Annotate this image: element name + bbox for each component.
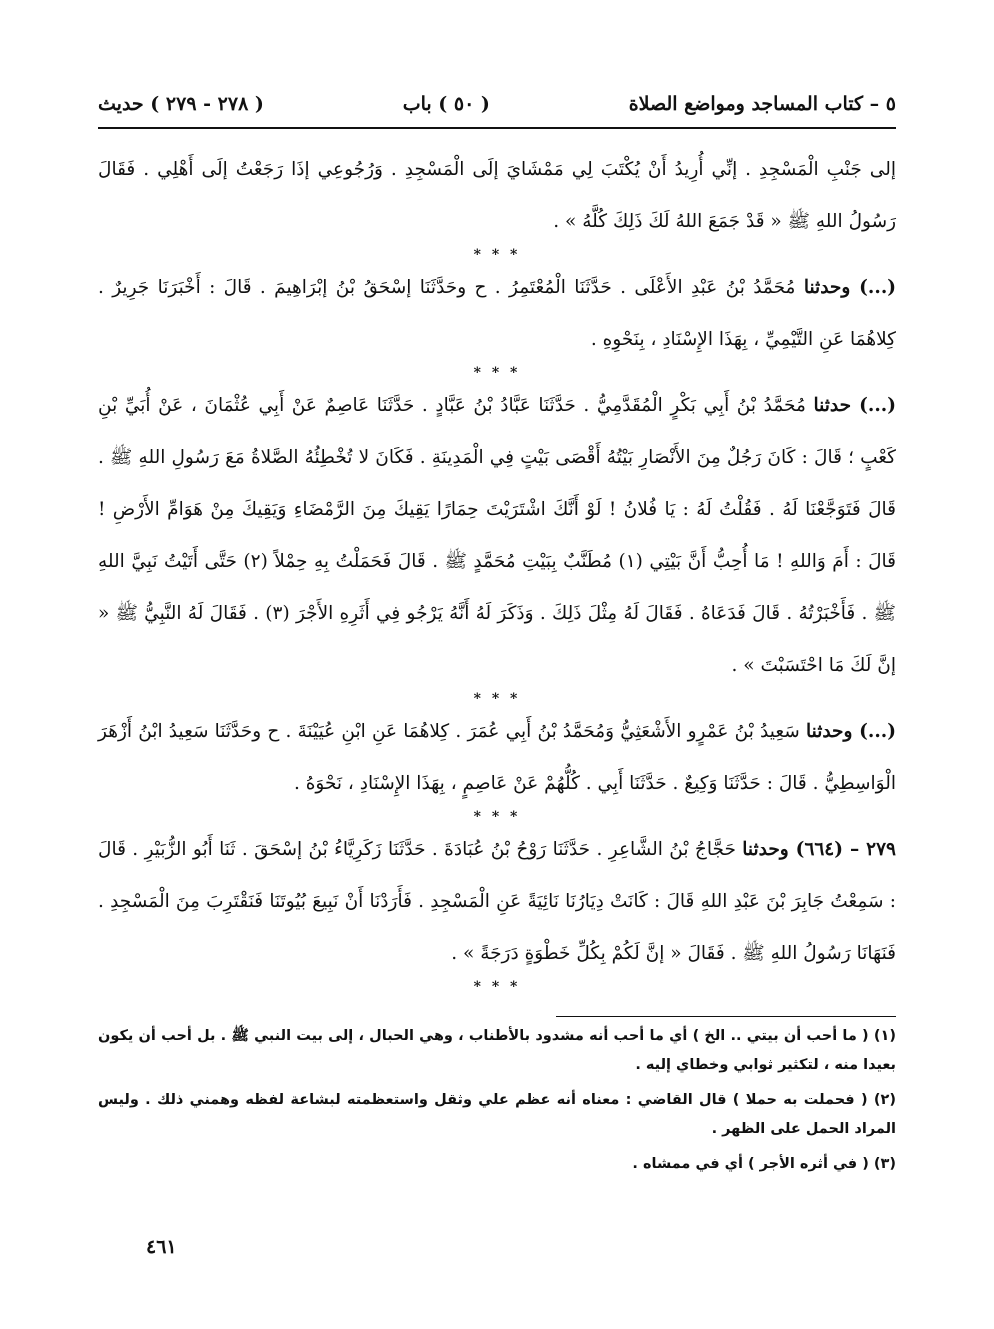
book-title: ٥ – كتاب المساجد ومواضع الصلاة	[628, 93, 896, 115]
footnote-3: (٣) ( في أثره الأجر ) أي في ممشاه .	[632, 1156, 896, 1172]
running-header	[98, 82, 896, 126]
paragraph-5-text: حَجَّاجُ بْنُ الشَّاعِرِ . حَدَّثَنَا رَوْحُ بْنُ عُبَادَةَ . حَدَّثَنَا زَكَرِيَّاءُ بْنُ إسْحَقَ . ثَنَا أَبُو الزُّبَيْرِ . قَالَ : سَمِعْتُ جَابِرَ بْنَ عَبْدِ اللهِ قَالَ : كَانَتْ دِيَارُنَا نَائِيَةً عَنِ الْمَسْجِدِ . فَأَرَدْنَا أَنْ نَبِيعَ بُيُوتَنَا فَنَقْتَرِبَ مِنَ الْمَسْجِدِ . فَنَهَانَا رَسُولُ اللهِ ﷺ . فَقَالَ « إنَّ لَكُمْ بِكُلِّ خَطْوَةٍ دَرَجَةً » .	[98, 839, 896, 964]
footnotes	[98, 1022, 896, 1185]
main-text	[98, 144, 896, 994]
section-separator: * * *	[473, 365, 521, 381]
chapter-label: ( ٥٠ ) باب	[402, 93, 490, 115]
paragraph-4	[98, 706, 896, 810]
paragraph-3-text: مُحَمَّدُ بْنُ أَبِي بَكْرٍ الْمُقَدَّمِيُّ . حَدَّثَنَا عَبَّادُ بْنُ عَبَّادٍ . حَدَّثَنَا عَاصِمٌ عَنْ أَبِي عُثْمَانَ ، عَنْ أُبَيِّ بْنِ كَعْبٍ ؛ قَالَ : كَانَ رَجُلٌ مِنَ الأَنْصَارِ بَيْتُهُ أَقْصَى بَيْتٍ فِي الْمَدِينَةِ . فَكَانَ لا تُخْطِئُهُ الصَّلاةُ مَعَ رَسُولِ اللهِ ﷺ . قَالَ فَتَوَجَّعْنَا لَهُ . فَقُلْتُ لَهُ : يَا فُلانُ ! لَوْ أَنَّكَ اشْتَرَيْتَ حِمَارًا يَقِيكَ مِنَ الرَّمْضَاءِ وَيَقِيكَ مِنْ هَوَامِّ الأَرْضِ ! قَالَ : أَمَ وَاللهِ ! مَا أُحِبُّ أَنَّ بَيْتِي (١) مُطَنَّبٌ بِبَيْتِ مُحَمَّدٍ ﷺ . قَالَ فَحَمَلْتُ بِهِ حِمْلاً (٢) حَتَّى أَتَيْتُ نَبِيَّ اللهِ ﷺ . فَأَخْبَرْتُهُ . قَالَ فَدَعَاهُ . فَقَالَ لَهُ مِثْلَ ذَلِكَ . وَذَكَرَ لَهُ أَنَّهُ يَرْجُو فِي أَثَرِهِ الأَجْرَ (٣) . فَقَالَ لَهُ النَّبِيُّ ﷺ « إنَّ لَكَ مَا احْتَسَبْتَ » .	[98, 395, 897, 676]
section-separator: * * *	[473, 979, 521, 995]
paragraph-2-lead: (...) وحدثنا	[803, 277, 897, 298]
section-separator: * * *	[473, 691, 521, 707]
hadith-range: ( ٢٧٨ - ٢٧٩ ) حديث	[98, 93, 264, 115]
paragraph-3	[98, 380, 896, 692]
section-separator: * * *	[473, 809, 521, 825]
footnote-2: (٢) ( فحملت به حملا ) قال القاضي : معناه أنه عظم علي وثقل واستعظمته لبشاعة لفظه وهمني ذلك . وليس المراد الحمل على الظهر .	[98, 1092, 896, 1137]
paragraph-2	[98, 262, 896, 366]
paragraph-5	[98, 824, 896, 980]
footnote-rule	[556, 1016, 896, 1017]
paragraph-5-lead: ٢٧٩ – (٦٦٤) وحدثنا	[742, 839, 896, 860]
paragraph-3-lead: (...) حدثنا	[813, 395, 896, 416]
paragraph-2-text: مُحَمَّدُ بْنُ عَبْدِ الأَعْلَى . حَدَّثَنَا الْمُعْتَمِرُ . ح وحَدَّثَنَا إسْحَقُ بْنُ إبْرَاهِيمَ . قَالَ : أَخْبَرَنَا جَرِيرٌ . كِلاهُمَا عَنِ التَّيْمِيِّ ، بِهَذَا الإِسْنَادِ ، بِنَحْوِهِ .	[98, 277, 896, 350]
paragraph-4-text: سَعِيدُ بْنُ عَمْرٍو الأَشْعَثِيُّ وَمُحَمَّدُ بْنُ أَبِي عُمَرَ . كِلاهُمَا عَنِ ابْنِ عُيَيْنَةَ . ح وحَدَّثَنَا سَعِيدُ ابْنُ أَزْهَرَ الْوَاسِطِيُّ . قَالَ : حَدَّثَنَا وَكِيعٌ . حَدَّثَنَا أَبِي . كُلُّهُمْ عَنْ عَاصِمٍ ، بِهَذَا الإِسْنَادِ ، نَحْوَهُ .	[98, 721, 896, 794]
paragraph-4-lead: (...) وحدثنا	[805, 721, 896, 742]
page-number: ٤٦١	[146, 1236, 177, 1258]
section-separator: * * *	[473, 247, 521, 263]
footnote-1: (١) ( ما أحب أن بيتي .. الخ ) أي ما أحب أنه مشدود بالأطناب ، وهي الحبال ، إلى بيت النبي ﷺ . بل أحب أن يكون بعيدا منه ، لتكثير ثوابي وخطاي إليه .	[98, 1028, 896, 1073]
paragraph-1	[98, 144, 896, 248]
paragraph-1-text: إلى جَنْبِ الْمَسْجِدِ . إنِّي أُرِيدُ أَنْ يُكْتَبَ لِي مَمْشَايَ إلَى الْمَسْجِدِ . وَرُجُوعِي إذَا رَجَعْتُ إلَى أَهْلِي . فَقَالَ رَسُولُ اللهِ ﷺ « قَدْ جَمَعَ اللهُ لَكَ ذَلِكَ كُلَّهُ » .	[98, 159, 896, 232]
header-rule	[98, 127, 896, 129]
